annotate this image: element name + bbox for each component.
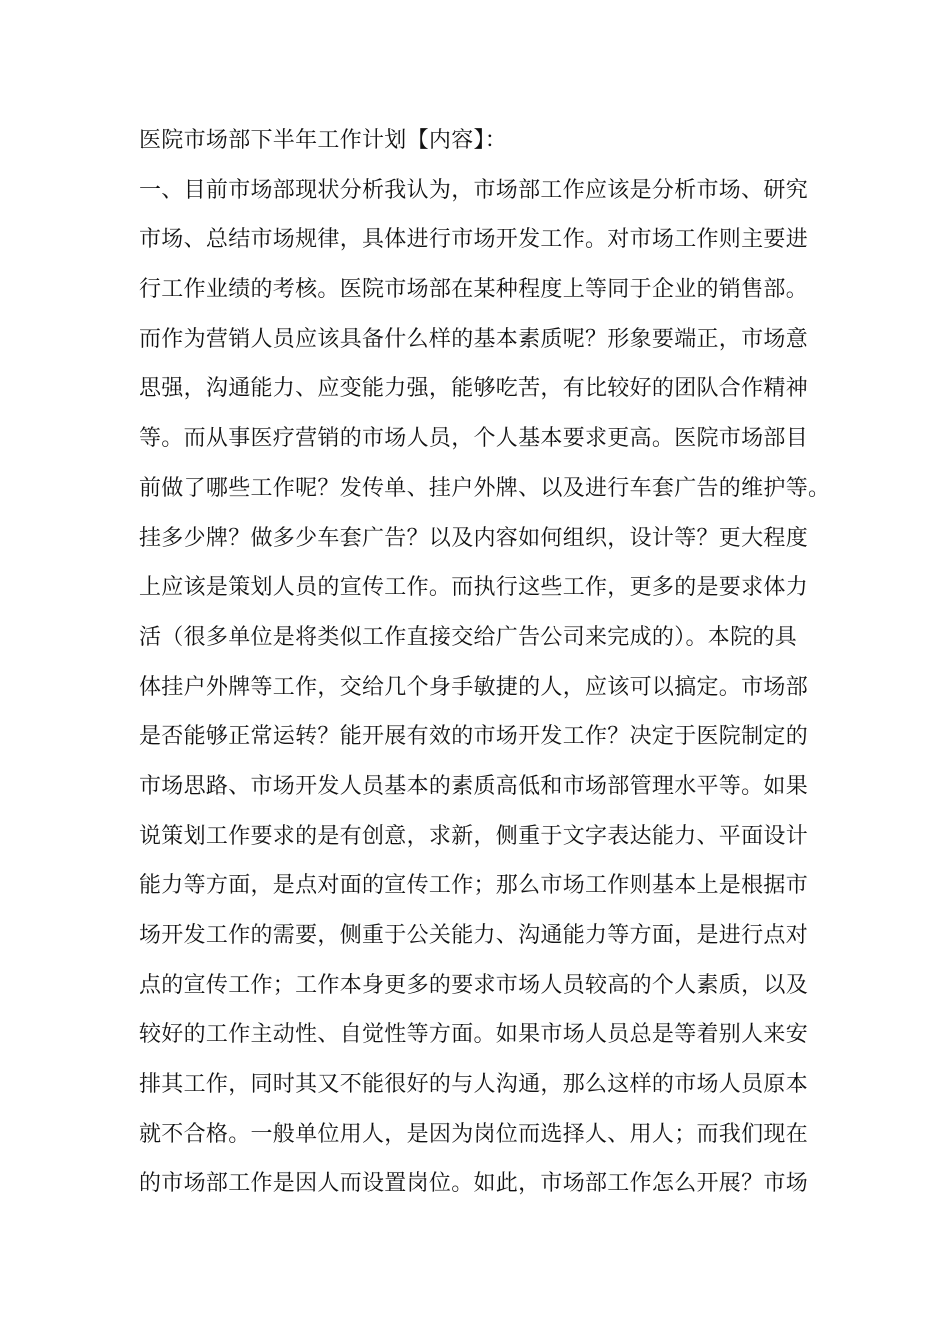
paragraph-line: 就不合格。一般单位用人，是因为岗位而选择人、用人；而我们现在	[139, 1121, 809, 1147]
paragraph-line: 说策划工作要求的是有创意，求新，侧重于文字表达能力、平面设计	[139, 823, 809, 849]
document-heading: 医院市场部下半年工作计划【内容】：	[139, 128, 508, 153]
paragraph-line: 而作为营销人员应该具备什么样的基本素质呢？形象要端正，市场意	[139, 326, 809, 352]
document-body	[139, 116, 839, 1209]
paragraph-line: 上应该是策划人员的宣传工作。而执行这些工作，更多的是要求体力	[139, 575, 809, 601]
paragraph-line: 能力等方面，是点对面的宣传工作；那么市场工作则基本上是根据市	[139, 873, 809, 899]
paragraph-line: 市场、总结市场规律，具体进行市场开发工作。对市场工作则主要进	[139, 227, 809, 253]
paragraph-line: 思强，沟通能力、应变能力强，能够吃苦，有比较好的团队合作精神	[139, 376, 809, 402]
paragraph-line: 体挂户外牌等工作，交给几个身手敏捷的人，应该可以搞定。市场部	[139, 674, 809, 700]
paragraph-line: 等。而从事医疗营销的市场人员，个人基本要求更高。医院市场部目	[139, 426, 809, 452]
paragraph-line: 排其工作，同时其又不能很好的与人沟通，那么这样的市场人员原本	[139, 1072, 809, 1098]
paragraph-line: 活（很多单位是将类似工作直接交给广告公司来完成的）。本院的具	[139, 624, 798, 650]
paragraph-line: 是否能够正常运转？能开展有效的市场开发工作？决定于医院制定的	[139, 724, 809, 750]
paragraph-line: 挂多少牌？做多少车套广告？以及内容如何组织，设计等？更大程度	[139, 525, 809, 551]
paragraph-line: 较好的工作主动性、自觉性等方面。如果市场人员总是等着别人来安	[139, 1022, 809, 1048]
paragraph-line: 一、目前市场部现状分析我认为，市场部工作应该是分析市场、研究	[139, 177, 809, 203]
paragraph-line: 前做了哪些工作呢？发传单、挂户外牌、以及进行车套广告的维护等。	[139, 475, 831, 501]
paragraph-line: 市场思路、市场开发人员基本的素质高低和市场部管理水平等。如果	[139, 773, 809, 799]
paragraph-line: 行工作业绩的考核。医院市场部在某种程度上等同于企业的销售部。	[139, 277, 809, 303]
paragraph-line: 的市场部工作是因人而设置岗位。如此，市场部工作怎么开展？市场	[139, 1171, 809, 1197]
paragraph-line: 点的宣传工作；工作本身更多的要求市场人员较高的个人素质，以及	[139, 972, 809, 998]
paragraph-line: 场开发工作的需要，侧重于公关能力、沟通能力等方面，是进行点对	[139, 923, 809, 948]
